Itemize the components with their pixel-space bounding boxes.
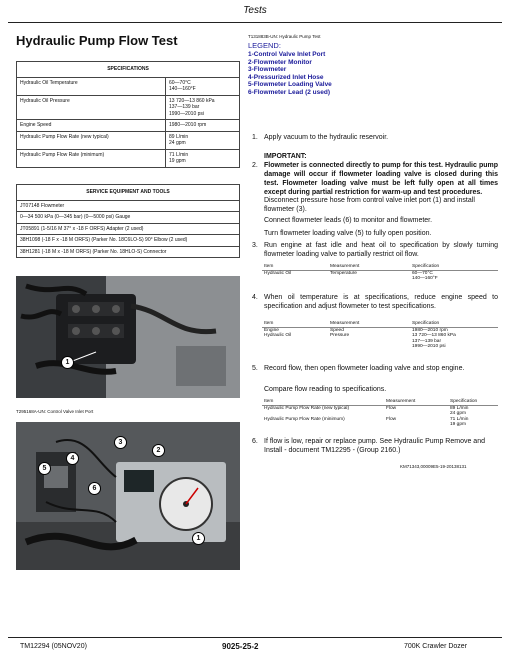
table-row: Hydraulic Oil Pressure 13 720—13 860 kPa 137—139 bar 1990—2010 psi (264, 333, 456, 349)
callout-2: 2 (152, 444, 165, 457)
document-reference: KM71343,00009E5-19-20138131 (400, 464, 467, 469)
spec-table-temperature: Item Measurement Specification Hydraulic Oil Temperature 60—70°C 140—160°F (262, 264, 498, 282)
header-divider (8, 22, 502, 23)
list-item: 1-Control Valve Inlet Port (248, 51, 326, 58)
control-valve-illustration (16, 276, 240, 398)
table-row: 38H1281 (-18 M x -18 M ORFS) (Parker No. 18HLO-S) Connector (17, 246, 240, 258)
step-4-text: When oil temperature is at specifications, reduce engine speed to specification and adjust flowmeter to test specifications. (264, 294, 498, 310)
callout-4: 4 (66, 452, 79, 465)
step-1-text: Apply vacuum to the hydraulic reservoir. (264, 134, 389, 141)
step-6-number: 6. (252, 438, 258, 445)
list-item: 6-Flowmeter Lead (2 used) (248, 88, 330, 96)
step-2c-text: Turn flowmeter loading valve (5) to fully open position. (264, 230, 432, 237)
callout-6: 6 (88, 482, 101, 495)
step-5-number: 5. (252, 365, 258, 372)
table-row: Hydraulic Pump Flow Rate (new typical) Flow 89 L/min 24 gpm (264, 405, 469, 416)
legend-heading: LEGEND: (248, 41, 281, 50)
photo1-caption: T295168A-UN: Control Valve Inlet Port (16, 409, 94, 414)
step-2-number: 2. (252, 162, 258, 169)
step-2-text: Flowmeter is connected directly to pump for this test. Hydraulic pump damage will occur if flowmeter loading valve is closed during this test. Flowmeter loading valve must be left fully open at all times except during partial restriction for warm-up and test procedures. (264, 162, 498, 196)
flowmeter-photo (16, 422, 240, 570)
step-3-number: 3. (252, 242, 258, 249)
tools-heading: SERVICE EQUIPMENT AND TOOLS (17, 185, 240, 201)
control-valve-photo (16, 276, 240, 398)
list-item: 5-Flowmeter Loading Valve (248, 81, 332, 89)
step-3-text: Run engine at fast idle and heat oil to specification by slowly turning flowmeter loading valve to partially restrict oil flow. (264, 242, 498, 258)
step-5-text: Record flow, then open flowmeter loading valve and stop engine. (264, 365, 465, 372)
table-row: JT05891 (1-5/16 M 37° x -18 F ORFS) Adapter (2 used) (17, 223, 240, 235)
table-row: Hydraulic Pump Flow Rate (new typical) 89 L/min 24 gpm (17, 131, 240, 149)
table-row: 0—34 500 kPa (0—345 bar) (0—5000 psi) Gauge (17, 212, 240, 224)
footer-page-number: 9025-25-2 (222, 642, 259, 651)
list-item: 3-Flowmeter (248, 66, 287, 74)
step-4-number: 4. (252, 294, 258, 301)
table-row: Hydraulic Oil Pressure 13 720—13 860 kPa 137—139 bar 1990—2010 psi (17, 95, 240, 120)
step-1-number: 1. (252, 134, 258, 141)
footer-left: TM12294 (05NOV20) (20, 643, 87, 650)
step-2a-text: Disconnect pressure hose from control valve inlet port (1) and install flowmeter (3). (264, 197, 475, 213)
table-row: Hydraulic Oil Temperature 60—70°C 140—160°F (17, 77, 240, 95)
legend-reference: T131883B-UN: Hydraulic Pump Test (248, 34, 321, 39)
callout-1: 1 (61, 356, 74, 369)
list-item: 4-Pressurized Inlet Hose (248, 73, 324, 81)
step-2b-text: Connect flowmeter leads (6) to monitor and flowmeter. (264, 217, 433, 224)
list-item: 2-Flowmeter Monitor (248, 58, 312, 66)
important-label: IMPORTANT: (264, 153, 307, 160)
specifications-table (16, 61, 240, 168)
section-header: Tests (243, 5, 267, 16)
footer-right: 700K Crawler Dozer (404, 643, 468, 650)
footer-divider (8, 637, 502, 638)
spec-table-flow: Item Measurement Specification Hydraulic Pump Flow Rate (new typical) Flow 89 L/min 24 gpm Hydraulic Pump Flow Rate (minimum) Flow 71 L/min 19 gpm (262, 399, 498, 428)
flowmeter-illustration (16, 422, 240, 570)
table-row: Engine Speed 1980—2010 rpm (17, 120, 240, 132)
callout-1: 1 (192, 532, 205, 545)
table-row: Hydraulic Pump Flow Rate (minimum) 71 L/min 19 gpm (17, 149, 240, 167)
legend-list (248, 51, 498, 97)
table-row: Hydraulic Oil Temperature 60—70°C 140—160°F (264, 270, 438, 281)
table-row: JT07148 Flowmeter (17, 200, 240, 212)
table-row: Engine Speed 1980—2010 rpm (264, 327, 448, 333)
table-row: 38H1098 (-18 F x -18 M ORFS) (Parker No. 18C6LO-S) 90° Elbow (2 used) (17, 235, 240, 247)
step-5a-text: Compare flow reading to specifications. (264, 386, 387, 393)
step-6-text: If flow is low, repair or replace pump. See Hydraulic Pump Remove and Install - document TM12295 - (Group 2160.) (264, 438, 485, 454)
spec-table-speed-pressure: Item Measurement Specification Engine Speed 1980—2010 rpm Hydraulic Oil Pressure 13 720—13 860 kPa 137—139 bar 1990—2010 psi (262, 321, 498, 350)
service-equipment-table (16, 184, 240, 258)
table-row: Hydraulic Pump Flow Rate (minimum) Flow 71 L/min 19 gpm (264, 416, 469, 427)
page-title: Hydraulic Pump Flow Test (16, 33, 178, 48)
callout-3: 3 (114, 436, 127, 449)
callout-5: 5 (38, 462, 51, 475)
specifications-heading: SPECIFICATIONS (17, 62, 240, 78)
